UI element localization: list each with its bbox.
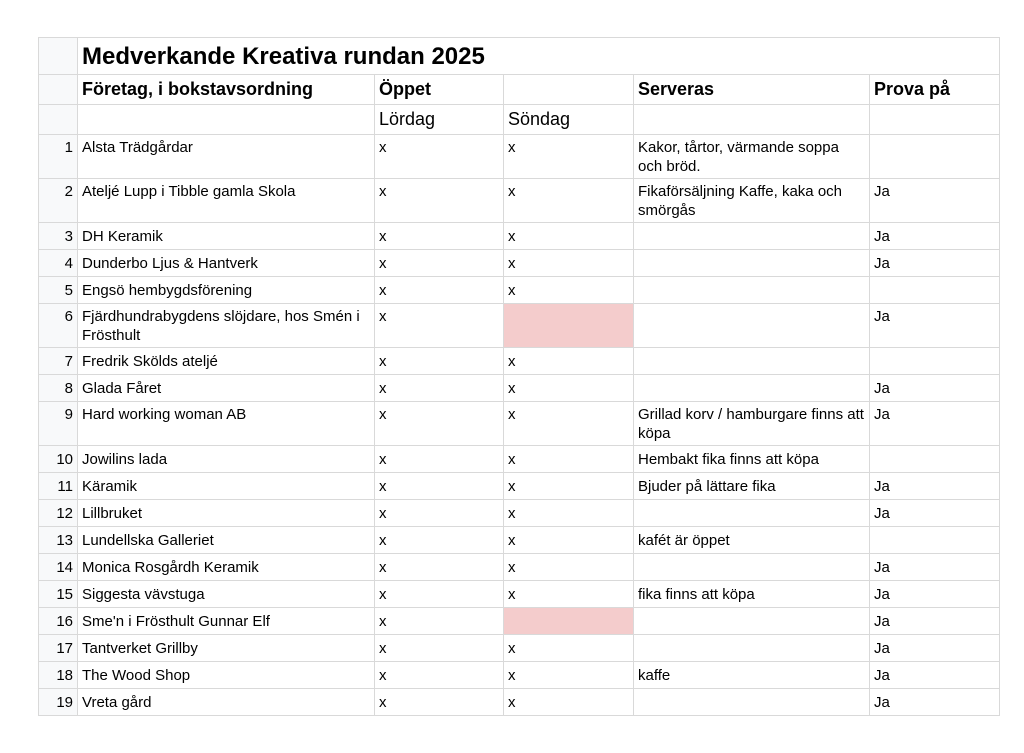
saturday-cell[interactable]: x [375, 179, 504, 223]
served-cell[interactable]: Grillad korv / hamburgare finns att köpa [634, 402, 870, 446]
saturday-cell[interactable]: x [375, 446, 504, 473]
table-row [39, 689, 1000, 716]
row-number[interactable]: 18 [39, 662, 78, 689]
row-number[interactable]: 8 [39, 375, 78, 402]
company-cell[interactable]: Hard working woman AB [78, 402, 375, 446]
header-try[interactable]: Prova på [870, 75, 1000, 105]
sunday-cell[interactable]: x [504, 348, 634, 375]
header-served[interactable]: Serveras [634, 75, 870, 105]
table-row [39, 250, 1000, 277]
table-row [39, 179, 1000, 223]
company-cell[interactable]: Ateljé Lupp i Tibble gamla Skola [78, 179, 375, 223]
table-row [39, 375, 1000, 402]
row-number[interactable]: 1 [39, 135, 78, 179]
sunday-cell[interactable]: x [504, 277, 634, 304]
saturday-cell[interactable]: x [375, 581, 504, 608]
row-header-cell[interactable] [39, 75, 78, 105]
try-cell[interactable]: Ja [870, 304, 1000, 348]
table-row [39, 402, 1000, 446]
company-cell[interactable]: Fredrik Skölds ateljé [78, 348, 375, 375]
table-row [39, 304, 1000, 348]
table-row [39, 554, 1000, 581]
table-row [39, 473, 1000, 500]
sunday-cell[interactable]: x [504, 135, 634, 179]
try-cell[interactable]: Ja [870, 223, 1000, 250]
try-cell[interactable]: Ja [870, 500, 1000, 527]
row-number[interactable]: 4 [39, 250, 78, 277]
row-number[interactable]: 6 [39, 304, 78, 348]
header-row [39, 75, 1000, 105]
row-number[interactable]: 3 [39, 223, 78, 250]
company-cell[interactable]: The Wood Shop [78, 662, 375, 689]
header-open[interactable]: Öppet [375, 75, 504, 105]
try-cell[interactable] [870, 348, 1000, 375]
row-number[interactable]: 5 [39, 277, 78, 304]
sunday-cell[interactable]: x [504, 179, 634, 223]
saturday-cell[interactable]: x [375, 662, 504, 689]
sunday-cell[interactable] [504, 304, 634, 348]
try-cell[interactable]: Ja [870, 608, 1000, 635]
company-cell[interactable]: Lillbruket [78, 500, 375, 527]
title-row [39, 38, 1000, 75]
try-cell[interactable] [870, 446, 1000, 473]
served-cell[interactable] [634, 689, 870, 716]
try-cell[interactable]: Ja [870, 473, 1000, 500]
company-cell[interactable]: DH Keramik [78, 223, 375, 250]
saturday-cell[interactable]: x [375, 250, 504, 277]
saturday-cell[interactable]: x [375, 304, 504, 348]
row-header-cell[interactable] [39, 38, 78, 75]
sunday-cell[interactable]: x [504, 689, 634, 716]
sunday-cell[interactable]: x [504, 250, 634, 277]
served-cell[interactable] [634, 608, 870, 635]
try-cell[interactable]: Ja [870, 581, 1000, 608]
try-cell[interactable]: Ja [870, 402, 1000, 446]
saturday-cell[interactable]: x [375, 554, 504, 581]
try-cell[interactable] [870, 135, 1000, 179]
company-cell[interactable]: Glada Fåret [78, 375, 375, 402]
company-cell[interactable]: Siggesta vävstuga [78, 581, 375, 608]
try-cell[interactable]: Ja [870, 250, 1000, 277]
try-cell[interactable]: Ja [870, 375, 1000, 402]
row-number[interactable]: 10 [39, 446, 78, 473]
row-header-cell[interactable] [39, 105, 78, 135]
saturday-cell[interactable]: x [375, 608, 504, 635]
spreadsheet-table [38, 37, 1000, 716]
sunday-cell[interactable] [504, 608, 634, 635]
subheader-saturday[interactable]: Lördag [375, 105, 504, 135]
sunday-cell[interactable]: x [504, 554, 634, 581]
subheader-empty-cell[interactable] [634, 105, 870, 135]
saturday-cell[interactable]: x [375, 527, 504, 554]
row-number[interactable]: 12 [39, 500, 78, 527]
served-cell[interactable]: fika finns att köpa [634, 581, 870, 608]
company-cell[interactable]: Jowilins lada [78, 446, 375, 473]
served-cell[interactable]: Kakor, tårtor, värmande soppa och bröd. [634, 135, 870, 179]
company-cell[interactable]: Lundellska Galleriet [78, 527, 375, 554]
company-cell[interactable]: Vreta gård [78, 689, 375, 716]
saturday-cell[interactable]: x [375, 348, 504, 375]
company-cell[interactable]: Fjärdhundrabygdens slöjdare, hos Smén i Frösthult [78, 304, 375, 348]
try-cell[interactable]: Ja [870, 554, 1000, 581]
company-cell[interactable]: Käramik [78, 473, 375, 500]
sunday-cell[interactable]: x [504, 473, 634, 500]
try-cell[interactable]: Ja [870, 179, 1000, 223]
sunday-cell[interactable]: x [504, 635, 634, 662]
company-cell[interactable]: Dunderbo Ljus & Hantverk [78, 250, 375, 277]
table-row [39, 581, 1000, 608]
try-cell[interactable] [870, 277, 1000, 304]
row-number[interactable]: 19 [39, 689, 78, 716]
row-number[interactable]: 13 [39, 527, 78, 554]
table-row [39, 277, 1000, 304]
try-cell[interactable]: Ja [870, 689, 1000, 716]
saturday-cell[interactable]: x [375, 277, 504, 304]
row-number[interactable]: 14 [39, 554, 78, 581]
served-cell[interactable] [634, 250, 870, 277]
subheader-empty-cell[interactable] [78, 105, 375, 135]
served-cell[interactable] [634, 375, 870, 402]
table-row [39, 608, 1000, 635]
table-row [39, 135, 1000, 179]
table-row [39, 635, 1000, 662]
row-number[interactable]: 11 [39, 473, 78, 500]
company-cell[interactable]: Sme'n i Frösthult Gunnar Elf [78, 608, 375, 635]
saturday-cell[interactable]: x [375, 635, 504, 662]
served-cell[interactable] [634, 554, 870, 581]
sunday-cell[interactable]: x [504, 446, 634, 473]
served-cell[interactable] [634, 500, 870, 527]
saturday-cell[interactable]: x [375, 223, 504, 250]
row-number[interactable]: 7 [39, 348, 78, 375]
served-cell[interactable] [634, 223, 870, 250]
try-cell[interactable]: Ja [870, 635, 1000, 662]
table-row [39, 446, 1000, 473]
served-cell[interactable] [634, 304, 870, 348]
served-cell[interactable] [634, 635, 870, 662]
served-cell[interactable]: Hembakt fika finns att köpa [634, 446, 870, 473]
company-cell[interactable]: Alsta Trädgårdar [78, 135, 375, 179]
table-row [39, 527, 1000, 554]
saturday-cell[interactable]: x [375, 500, 504, 527]
served-cell[interactable]: Bjuder på lättare fika [634, 473, 870, 500]
row-number[interactable]: 15 [39, 581, 78, 608]
company-cell[interactable]: Tantverket Grillby [78, 635, 375, 662]
served-cell[interactable]: kaffe [634, 662, 870, 689]
row-number[interactable]: 17 [39, 635, 78, 662]
served-cell[interactable]: Fikaförsäljning Kaffe, kaka och smörgås [634, 179, 870, 223]
served-cell[interactable] [634, 277, 870, 304]
try-cell[interactable] [870, 527, 1000, 554]
subheader-empty-cell[interactable] [870, 105, 1000, 135]
sunday-cell[interactable]: x [504, 581, 634, 608]
table-row [39, 223, 1000, 250]
sunday-cell[interactable]: x [504, 527, 634, 554]
table-row [39, 500, 1000, 527]
subheader-row [39, 105, 1000, 135]
table-row [39, 348, 1000, 375]
served-cell[interactable]: kafét är öppet [634, 527, 870, 554]
table-row [39, 662, 1000, 689]
sunday-cell[interactable]: x [504, 223, 634, 250]
row-number[interactable]: 9 [39, 402, 78, 446]
row-number[interactable]: 16 [39, 608, 78, 635]
company-cell[interactable]: Monica Rosgårdh Keramik [78, 554, 375, 581]
header-empty-cell[interactable] [504, 75, 634, 105]
saturday-cell[interactable]: x [375, 402, 504, 446]
row-number[interactable]: 2 [39, 179, 78, 223]
sunday-cell[interactable]: x [504, 375, 634, 402]
saturday-cell[interactable]: x [375, 689, 504, 716]
company-cell[interactable]: Engsö hembygdsförening [78, 277, 375, 304]
saturday-cell[interactable]: x [375, 473, 504, 500]
subheader-sunday[interactable]: Söndag [504, 105, 634, 135]
sunday-cell[interactable]: x [504, 402, 634, 446]
try-cell[interactable]: Ja [870, 662, 1000, 689]
saturday-cell[interactable]: x [375, 375, 504, 402]
sunday-cell[interactable]: x [504, 500, 634, 527]
saturday-cell[interactable]: x [375, 135, 504, 179]
served-cell[interactable] [634, 348, 870, 375]
sheet-title[interactable]: Medverkande Kreativa rundan 2025 [78, 38, 1000, 75]
sunday-cell[interactable]: x [504, 662, 634, 689]
header-company[interactable]: Företag, i bokstavsordning [78, 75, 375, 105]
